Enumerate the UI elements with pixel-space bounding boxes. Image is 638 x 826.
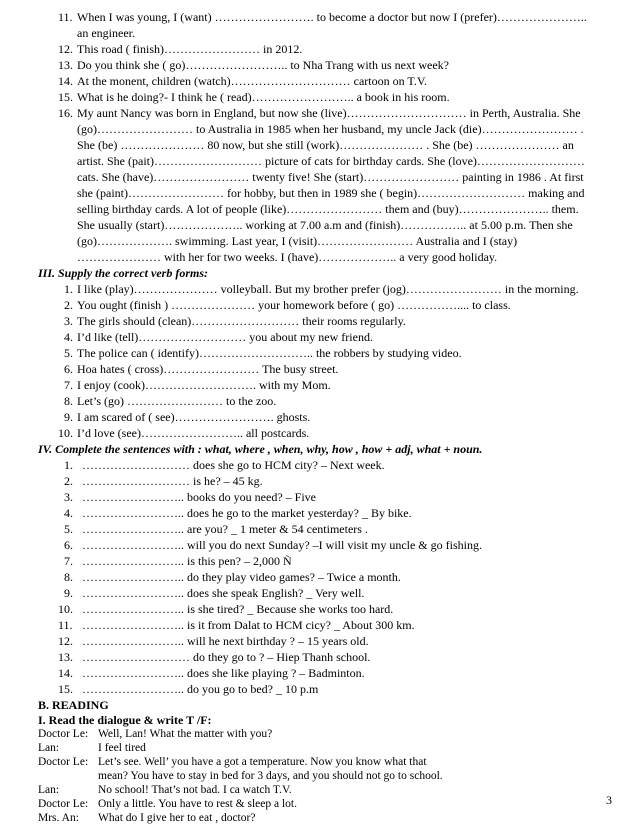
s3-item-9-number: 9. [64,410,73,424]
s4-item-12-text: …………………….. will he next birthday ? – 15 years old. [82,634,369,648]
s4-item-4-text: …………………….. does he go to the market yesterday? _ By bike. [82,506,412,520]
s3-item-1-text: I like (play)………………… volleyball. But my brother prefer (jog)…………………… in the morning. [77,282,579,296]
s3-item-4-number: 4. [64,330,73,344]
s4-item-2-number: 2. [64,474,73,488]
s4-item-15-number: 15. [58,682,73,696]
s3-item-10-text: I’d love (see)…………………….. all postcards. [77,426,310,440]
s4-item-7-number: 7. [64,554,73,568]
item-11-text: When I was young, I (want) ……………………. to become a doctor but now I (prefer)………………….. [77,10,587,24]
s4-item-12-number: 12. [58,634,73,648]
item-16-line-4: artist. She (pait)……………………… picture of cats for birthday cards. She (love)……………………… [77,154,585,168]
s4-item-8-number: 8. [64,570,73,584]
dialogue-line-4: No school! That’s not bad. I ca watch T.V. [98,784,292,796]
item-13-number: 13. [58,58,73,72]
item-15-text: What is he doing?- I think he ( read)…………………….. a book in his room. [77,90,450,104]
s4-item-15-text: …………………….. do you go to bed? _ 10 p.m [82,682,319,696]
s3-item-6-text: Hoa hates ( cross)…………………… The busy street. [77,362,339,376]
s3-item-7-number: 7. [64,378,73,392]
s3-item-7-text: I enjoy (cook)………………………. with my Mom. [77,378,331,392]
s4-item-5-number: 5. [64,522,73,536]
s4-item-10-number: 10. [58,602,73,616]
s4-item-8-text: …………………….. do they play video games? – Twice a month. [82,570,401,584]
s4-item-14-number: 14. [58,666,73,680]
item-16-line-6: she (paint)…………………… for hobby, but then in 1989 she ( begin)……………………… making and [77,186,585,200]
s3-item-2-number: 2. [64,298,73,312]
reading-heading: B. READING [38,698,109,712]
s4-item-10-text: …………………….. is she tired? _ Because she works too hard. [82,602,394,616]
s3-item-3-number: 3. [64,314,73,328]
dialogue-line-6: What do I give her to eat , doctor? [98,812,256,824]
s3-item-5-text: The police can ( identify)……………………….. the robbers by studying video. [77,346,462,360]
item-16-line-2: (go)…………………… to Australia in 1985 when her husband, my uncle Jack (die)…………………… . [77,122,584,136]
item-11-text-cont: an engineer. [77,26,135,40]
section-3-heading: III. Supply the correct verb forms: [38,266,208,280]
dialogue-line-5: Only a little. You have to rest & sleep a lot. [98,798,297,810]
dialogue-speaker-6: Mrs. An: [38,812,79,824]
dialogue-line-3: Let’s see. Well’ you have a got a temperature. Now you know what that [98,756,427,768]
page-number: 3 [606,793,612,807]
s4-item-3-text: …………………….. books do you need? – Five [82,490,316,504]
s4-item-1-text: ……………………… does she go to HCM city? – Next week. [82,458,385,472]
s4-item-13-text: ……………………… do they go to ? – Hiep Thanh school. [82,650,371,664]
item-14-text: At the monent, children (watch)………………………… cartoon on T.V. [77,74,427,88]
item-12-number: 12. [58,42,73,56]
dialogue-line-2: I feel tired [98,742,146,754]
item-16-line-10: ………………… with her for two weeks. I (have)……………….. a very good holiday. [77,250,498,264]
item-14-number: 14. [58,74,73,88]
dialogue-line-3-cont: mean? You have to stay in bed for 3 days, and you should not go to school. [98,770,443,782]
dialogue-speaker-3: Doctor Le: [38,756,89,768]
s4-item-3-number: 3. [64,490,73,504]
item-11-number: 11. [58,10,73,24]
s3-item-1-number: 1. [64,282,73,296]
item-15-number: 15. [58,90,73,104]
dialogue-line-1: Well, Lan! What the matter with you? [98,728,273,740]
item-13-text: Do you think she ( go)…………………….. to Nha Trang with us next week? [77,58,449,72]
s4-item-1-number: 1. [64,458,73,472]
s4-item-14-text: …………………….. does she like playing ? – Badminton. [82,666,365,680]
item-16-line-9: (go)………………. swimming. Last year, I (visit)…………………… Australia and I (stay) [77,234,518,248]
dialogue-speaker-5: Doctor Le: [38,798,89,810]
s4-item-6-number: 6. [64,538,73,552]
s3-item-5-number: 5. [64,346,73,360]
s4-item-9-number: 9. [64,586,73,600]
item-16-line-3: She (be) ………………… 80 now, but she still (work)………………… . She (be) ………………… an [77,138,574,152]
s4-item-2-text: ……………………… is he? – 45 kg. [82,474,263,488]
item-16-number: 16. [58,106,73,120]
s3-item-10-number: 10. [58,426,73,440]
s3-item-9-text: I am scared of ( see)……………………. ghosts. [77,410,311,424]
s3-item-6-number: 6. [64,362,73,376]
s4-item-6-text: …………………….. will you do next Sunday? –I will visit my uncle & go fishing. [82,538,482,552]
s4-item-9-text: …………………….. does she speak English? _ Very well. [82,586,365,600]
s3-item-3-text: The girls should (clean)……………………… their rooms regularly. [77,314,406,328]
dialogue-speaker-1: Doctor Le: [38,728,89,740]
s4-item-11-number: 11. [58,618,73,632]
item-16-line-5: cats. She (have)…………………… twenty five! She (start)…………………… painting in 1986 . At first [77,170,584,184]
item-16-line-7: selling birthday cards. A lot of people (like)…………………… them and (buy)………………….. them. [77,202,579,216]
section-4-heading: IV. Complete the sentences with : what, where , when, why, how , how + adj, what + noun. [38,442,483,456]
item-16-line-8: She usually (start)……………….. working at 7.00 a.m and (finish)…………….. at 5.00 p.m. Then she [77,218,573,232]
s4-item-4-number: 4. [64,506,73,520]
reading-subheading: I. Read the dialogue & write T /F: [38,713,212,727]
item-12-text: This road ( finish)…………………… in 2012. [77,42,303,56]
s3-item-8-number: 8. [64,394,73,408]
s4-item-11-text: …………………….. is it from Dalat to HCM cicy? _ About 300 km. [82,618,415,632]
s3-item-8-text: Let’s (go) …………………… to the zoo. [77,394,277,408]
dialogue-speaker-4: Lan: [38,784,60,796]
s3-item-2-text: You ought (finish ) ………………… your homework before ( go) …………….... to class. [77,298,511,312]
s4-item-7-text: …………………….. is this pen? – 2,000 Ñ [82,554,292,568]
s4-item-5-text: …………………….. are you? _ 1 meter & 54 centimeters . [82,522,368,536]
s3-item-4-text: I’d like (tell)……………………… you about my new friend. [77,330,373,344]
dialogue-speaker-2: Lan: [38,742,60,754]
item-16-line-1: My aunt Nancy was born in England, but now she (live)………………………… in Perth, Australia. She [77,106,581,120]
s4-item-13-number: 13. [58,650,73,664]
